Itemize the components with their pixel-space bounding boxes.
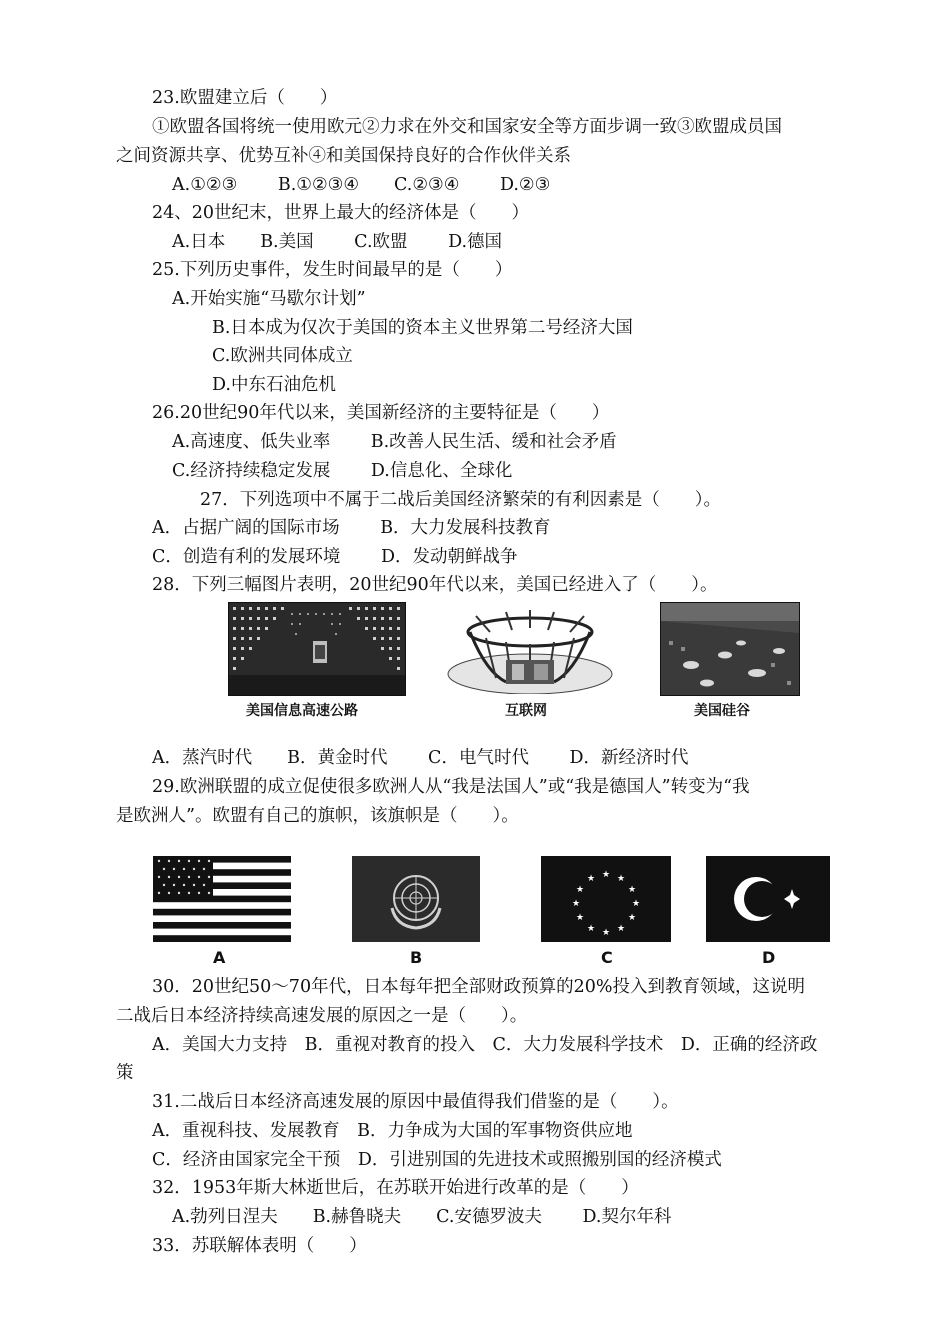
svg-text:★: ★ (571, 899, 581, 909)
q30-options: A．美国大力支持 B．重视对教育的投入 C．大力发展科学技术 D．正确的经济政 (152, 1035, 818, 1055)
svg-text:★: ★ (601, 928, 611, 938)
caption-silicon-valley: 美国硅谷 (694, 703, 750, 719)
q28-stem: 28．下列三幅图片表明，20世纪90年代以来，美国已经进入了（ ）。 (152, 575, 718, 595)
q27-options-1: A．占据广阔的国际市场 B．大力发展科技教育 (152, 518, 551, 538)
flag-label-d: D (762, 948, 776, 967)
q31-options-2: C．经济由国家完全干预 D．引进别国的先进技术或照搬别国的经济模式 (152, 1150, 722, 1170)
svg-text:★: ★ (575, 885, 585, 895)
q27-options-2: C．创造有利的发展环境 D．发动朝鲜战争 (152, 547, 518, 567)
q29-line2: 是欧洲人”。欧盟有自己的旗帜，该旗帜是（ ）。 (116, 806, 519, 826)
svg-text:★: ★ (627, 885, 637, 895)
q25-option-a: A.开始实施“马歇尔计划” (172, 289, 366, 309)
q30-options-cont: 策 (116, 1063, 134, 1083)
svg-text:★: ★ (616, 924, 626, 934)
q26-options-1: A.高速度、低失业率 B.改善人民生活、缓和社会矛盾 (172, 432, 617, 452)
flag-label-a: A (213, 948, 226, 967)
svg-text:★: ★ (586, 924, 596, 934)
svg-text:★: ★ (601, 870, 611, 880)
q28-options: A．蒸汽时代 B．黄金时代 C．电气时代 D．新经济时代 (152, 748, 689, 768)
q23-stem: 23.欧盟建立后（ ） (152, 88, 338, 108)
internet-photo (446, 602, 614, 694)
q23-line2: 之间资源共享、优势互补④和美国保持良好的合作伙伴关系 (116, 146, 571, 166)
silicon-valley-photo (660, 602, 800, 696)
q31-options-1: A．重视科技、发展教育 B．力争成为大国的军事物资供应地 (152, 1121, 633, 1141)
q32-options: A.勃列日涅夫 B.赫鲁晓夫 C.安德罗波夫 D.契尔年科 (172, 1207, 672, 1227)
eu-flag (541, 856, 671, 942)
flag-label-b: B (410, 948, 423, 967)
un-flag (352, 856, 480, 942)
q32-stem: 32．1953年斯大林逝世后，在苏联开始进行改革的是（ ） (152, 1178, 639, 1198)
q27-stem: 27．下列选项中不属于二战后美国经济繁荣的有利因素是（ ）。 (200, 490, 722, 510)
q33-stem: 33．苏联解体表明（ ） (152, 1236, 367, 1256)
q25-option-c: C.欧洲共同体成立 (212, 346, 353, 366)
q25-stem: 25.下列历史事件，发生时间最早的是（ ） (152, 260, 513, 280)
q24-stem: 24、20世纪末，世界上最大的经济体是（ ） (152, 203, 530, 223)
q23-options: A.①②③ B.①②③④ C.②③④ D.②③ (172, 175, 551, 195)
q30-line2: 二战后日本经济持续高速发展的原因之一是（ ）。 (116, 1006, 528, 1026)
caption-info-highway: 美国信息高速公路 (246, 703, 358, 719)
q25-option-b: B.日本成为仅次于美国的资本主义世界第二号经济大国 (212, 318, 633, 338)
flag-label-c: C (601, 948, 613, 967)
svg-text:★: ★ (627, 913, 637, 923)
q26-stem: 26.20世纪90年代以来，美国新经济的主要特征是（ ） (152, 403, 610, 423)
q31-stem: 31.二战后日本经济高速发展的原因中最值得我们借鉴的是（ ）。 (152, 1092, 679, 1112)
q25-option-d: D.中东石油危机 (212, 375, 336, 395)
q23-line1: ①欧盟各国将统一使用欧元②力求在外交和国家安全等方面步调一致③欧盟成员国 (152, 117, 782, 137)
svg-text:★: ★ (575, 913, 585, 923)
svg-text:★: ★ (586, 874, 596, 884)
q29-line1: 29.欧洲联盟的成立促使很多欧洲人从“我是法国人”或“我是德国人”转变为“我 (152, 777, 750, 797)
svg-text:★: ★ (616, 874, 626, 884)
caption-internet: 互联网 (505, 703, 547, 719)
usa-flag (153, 856, 291, 942)
q24-options: A.日本 B.美国 C.欧盟 D.德国 (172, 232, 503, 252)
q26-options-2: C.经济持续稳定发展 D.信息化、全球化 (172, 461, 513, 481)
info-highway-photo (228, 602, 406, 696)
turkey-flag (706, 856, 830, 942)
q30-line1: 30．20世纪50～70年代，日本每年把全部财政预算的20%投入到教育领域，这说明 (152, 977, 805, 997)
svg-text:★: ★ (631, 899, 641, 909)
